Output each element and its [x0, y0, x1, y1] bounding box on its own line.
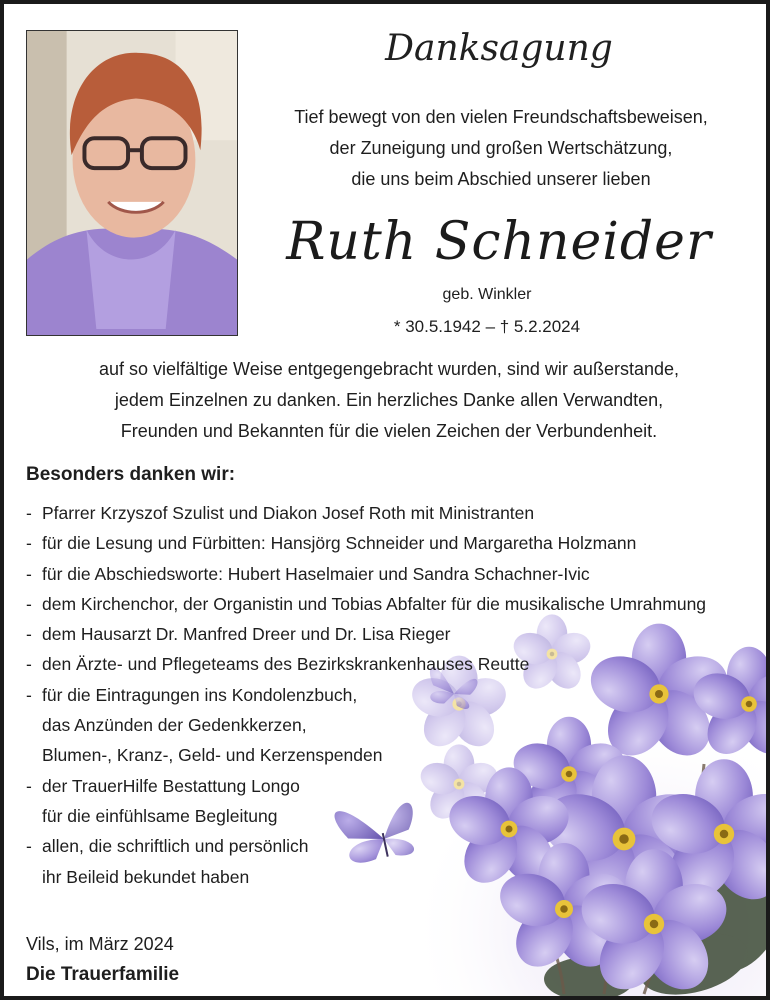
list-item-text: für die Abschiedsworte: Hubert Haselmaier und Sandra Schachner-Ivic	[42, 563, 590, 584]
list-item	[26, 831, 756, 892]
list-dash: -	[26, 654, 32, 675]
gratitude-line: auf so vielfältige Weise entgegengebracht wurden, sind wir außerstande,	[98, 359, 679, 379]
list-dash: -	[26, 533, 32, 554]
family-signature: Die Trauerfamilie	[26, 964, 180, 985]
portrait-photo	[26, 30, 238, 336]
life-dates: * 30.5.1942 – † 5.2.2024	[393, 317, 581, 336]
thanks-list	[26, 498, 756, 892]
place-date: Vils, im März 2024	[26, 934, 174, 954]
list-item	[26, 649, 756, 679]
deceased-name: Ruth Schneider	[286, 212, 712, 272]
intro-line: die uns beim Abschied unserer lieben	[351, 169, 651, 189]
list-dash: -	[26, 775, 32, 796]
list-item	[26, 559, 756, 589]
list-dash: -	[26, 593, 32, 614]
gratitude-line: Freunden und Bekannten für die vielen Zeichen der Verbundenheit.	[120, 421, 658, 441]
list-dash: -	[26, 684, 32, 705]
list-item	[26, 680, 756, 771]
gratitude-text	[44, 354, 734, 447]
intro-text	[266, 102, 736, 195]
list-item	[26, 589, 756, 619]
list-item-text: der TrauerHilfe Bestattung Longo für die einfühlsame Begleitung	[42, 775, 300, 826]
list-dash: -	[26, 836, 32, 857]
list-item-text: für die Eintragungen ins Kondolenzbuch, das Anzünden der Gedenkkerzen, Blumen-, Kranz-, Geld- und Kerzenspenden	[42, 684, 383, 766]
list-item-text: allen, die schriftlich und persönlich ihr Beileid bekundet haben	[42, 836, 309, 887]
list-item-text: dem Kirchenchor, der Organistin und Tobias Abfalter für die musikalische Umrahmung	[42, 593, 707, 614]
list-dash: -	[26, 503, 32, 523]
list-item	[26, 528, 756, 558]
list-item-text: dem Hausarzt Dr. Manfred Dreer und Dr. Lisa Rieger	[42, 624, 451, 645]
list-item-text: den Ärzte- und Pflegeteams des Bezirkskrankenhauses Reutte	[42, 654, 530, 675]
list-item	[26, 771, 756, 832]
list-item	[26, 619, 756, 649]
thanks-heading: Besonders danken wir:	[26, 464, 236, 485]
intro-line: der Zuneigung und großen Wertschätzung,	[329, 138, 673, 158]
list-dash: -	[26, 563, 32, 584]
list-item	[26, 498, 756, 528]
intro-line: Tief bewegt von den vielen Freundschaftsbeweisen,	[294, 107, 708, 127]
maiden-name: geb. Winkler	[442, 286, 532, 303]
list-item-text: für die Lesung und Fürbitten: Hansjörg Schneider und Margaretha Holzmann	[42, 533, 637, 554]
list-item-text: Pfarrer Krzyszof Szulist und Diakon Josef Roth mit Ministranten	[42, 503, 535, 523]
page-title: Danksagung	[385, 28, 613, 69]
list-dash: -	[26, 624, 32, 645]
gratitude-line: jedem Einzelnen zu danken. Ein herzliches Danke allen Verwandten,	[114, 390, 664, 410]
